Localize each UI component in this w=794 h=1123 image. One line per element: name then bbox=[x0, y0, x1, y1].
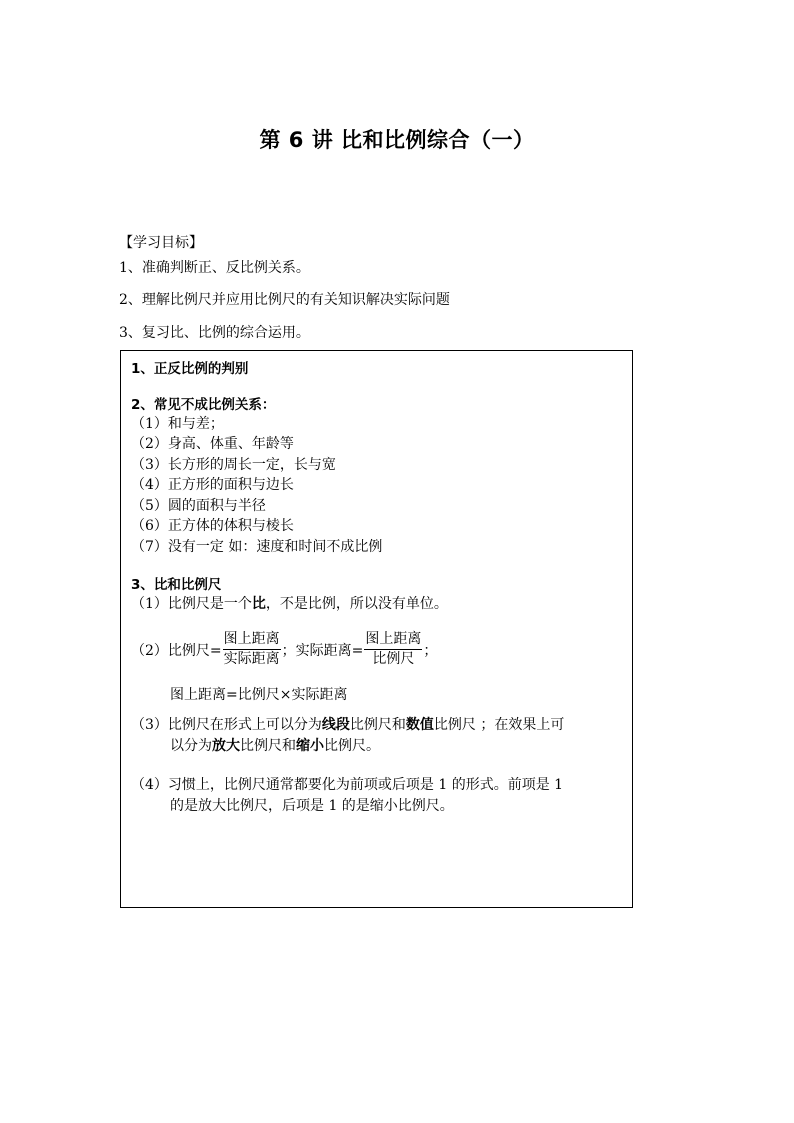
p1-text-c: ，不是比例，所以没有单位。 bbox=[265, 596, 448, 612]
map-distance-formula: 图上距离=比例尺×实际距离 bbox=[170, 687, 348, 703]
scale-point-4-line-2: 的是放大比例尺，后项是 1 的是缩小比例尺。 bbox=[170, 798, 454, 814]
list-item: （1）和与差； bbox=[131, 416, 224, 432]
page-title: 第 6 讲 比和比例综合（一） bbox=[259, 128, 535, 152]
scale-point-1 bbox=[131, 593, 448, 613]
p3-text: 比例尺和 bbox=[240, 738, 296, 754]
fraction-scale bbox=[223, 631, 281, 668]
p3-keyword-line-segment: 线段 bbox=[321, 717, 350, 733]
scale-point-4-line-1: （4）习惯上，比例尺通常都要化为前项或后项是 1 的形式。前项是 1 bbox=[131, 777, 564, 793]
list-item: （5）圆的面积与半径 bbox=[131, 498, 266, 514]
fraction-denominator: 比例尺 bbox=[372, 651, 415, 667]
formula-mid: ；实际距离= bbox=[281, 642, 364, 659]
objectives-heading: 【学习目标】 bbox=[119, 235, 203, 251]
list-item: （7）没有一定 如：速度和时间不成比例 bbox=[131, 539, 383, 555]
p3-text: 比例尺 ；在效果上可 bbox=[433, 717, 565, 733]
p3-text: 比例尺。 bbox=[324, 738, 380, 754]
scale-point-3-line-2 bbox=[170, 735, 380, 755]
section-1-heading: 1、正反比例的判别 bbox=[131, 361, 249, 377]
list-item: （2）身高、体重、年龄等 bbox=[131, 436, 294, 452]
fraction-numerator: 图上距离 bbox=[364, 631, 422, 650]
objective-item: 3、复习比、比例的综合运用。 bbox=[119, 325, 310, 341]
p3-keyword-reduce: 缩小 bbox=[296, 738, 324, 754]
list-item: （6）正方体的体积与棱长 bbox=[131, 518, 294, 534]
objective-item: 2、理解比例尺并应用比例尺的有关知识解决实际问题 bbox=[119, 292, 450, 308]
p1-keyword: 比 bbox=[251, 596, 266, 612]
scale-point-3-line-1 bbox=[131, 714, 564, 734]
fraction-denominator: 实际距离 bbox=[223, 651, 280, 667]
p3-text: （3）比例尺在形式上可以分为 bbox=[131, 717, 322, 733]
formula-end: ； bbox=[423, 642, 438, 659]
section-3-heading: 3、比和比例尺 bbox=[131, 577, 222, 593]
fraction-numerator: 图上距离 bbox=[223, 631, 281, 650]
objective-item: 1、准确判断正、反比例关系。 bbox=[119, 260, 310, 276]
fraction-actual-distance bbox=[364, 631, 422, 668]
p1-text-a: （1）比例尺是一个 bbox=[131, 596, 252, 612]
scale-formula bbox=[131, 631, 437, 668]
p3-keyword-numeric: 数值 bbox=[405, 717, 434, 733]
list-item: （3）长方形的周长一定，长与宽 bbox=[131, 457, 336, 473]
p3-text: 以分为 bbox=[170, 738, 212, 754]
formula-prefix: （2）比例尺= bbox=[131, 642, 222, 659]
p3-keyword-enlarge: 放大 bbox=[212, 738, 240, 754]
list-item: （4）正方形的面积与边长 bbox=[131, 477, 294, 493]
p3-text: 比例尺和 bbox=[349, 717, 406, 733]
section-2-heading: 2、常见不成比例关系： bbox=[131, 397, 276, 413]
